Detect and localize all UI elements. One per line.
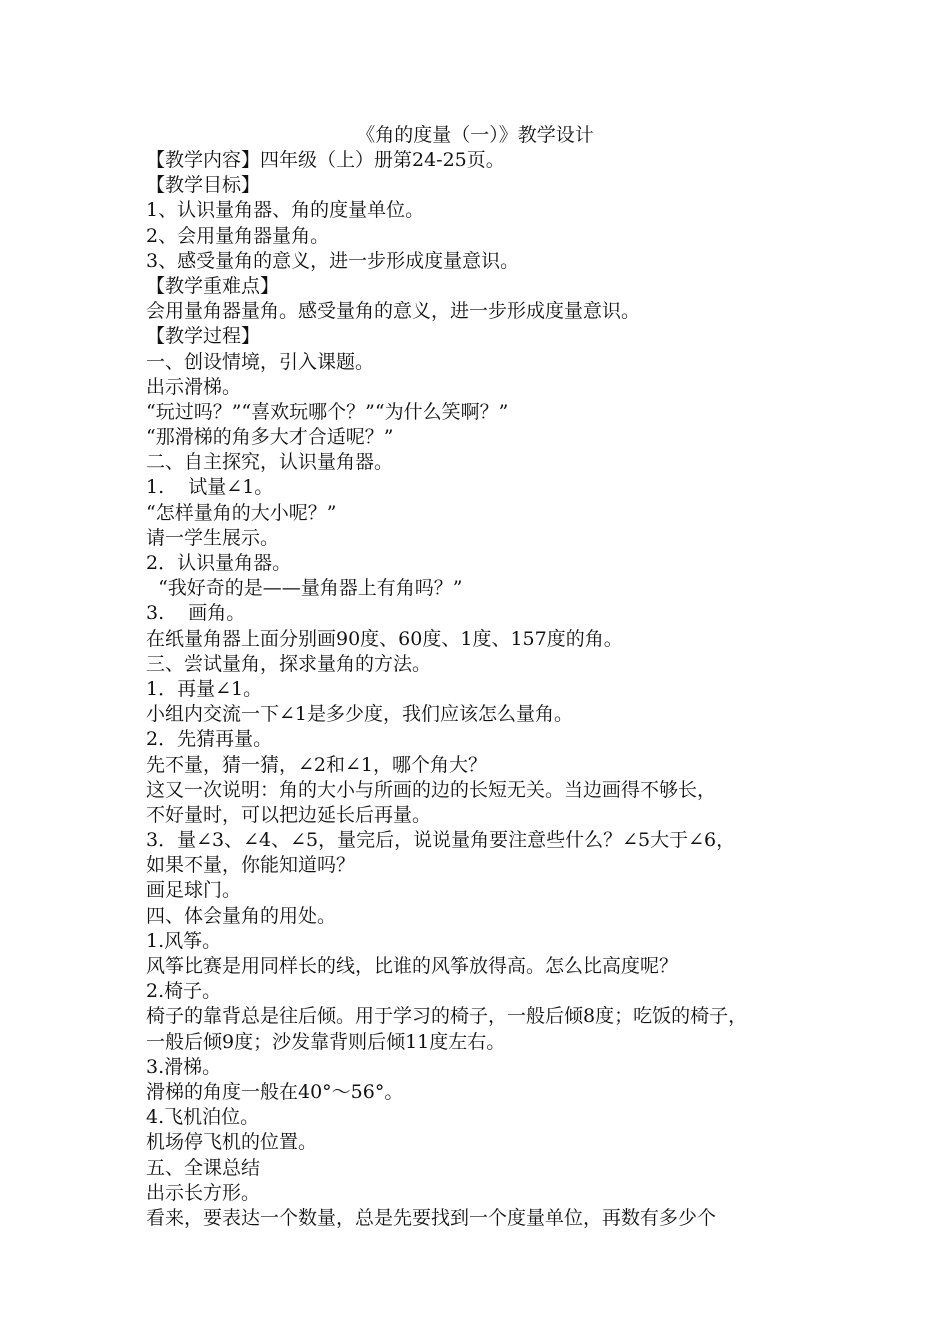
text-line: “我好奇的是——量角器上有角吗？” xyxy=(146,577,463,600)
document-title: 《角的度量（一）》教学设计 xyxy=(356,124,594,146)
text-line: 出示滑梯。 xyxy=(146,375,242,398)
text-line: 三、尝试量角，探求量角的方法。 xyxy=(146,652,432,675)
text-line: 一、创设情境，引入课题。 xyxy=(146,350,375,373)
text-line: 小组内交流一下∠1是多少度，我们应该怎么量角。 xyxy=(146,703,574,726)
text-line: 五、全课总结 xyxy=(146,1156,261,1179)
text-line: 会用量角器量角。感受量角的意义，进一步形成度量意识。 xyxy=(146,300,641,323)
text-line: 先不量，猜一猜，∠2和∠1，哪个角大？ xyxy=(146,753,488,776)
text-line: 【教学目标】 xyxy=(146,174,261,197)
text-line: 1、认识量角器、角的度量单位。 xyxy=(146,199,425,222)
text-line: “玩过吗？”“喜欢玩哪个？”“为什么笑啊？” xyxy=(146,400,509,423)
text-line: 请一学生展示。 xyxy=(146,526,280,549)
text-line: 【教学重难点】 xyxy=(146,274,280,297)
text-line: 如果不量，你能知道吗？ xyxy=(146,854,356,877)
text-line: 1．再量∠1。 xyxy=(146,677,263,700)
text-line: 在纸量角器上面分别画90度、60度、1度、157度的角。 xyxy=(146,627,623,650)
text-line: “怎样量角的大小呢？” xyxy=(146,501,337,524)
text-line: 四、体会量角的用处。 xyxy=(146,904,337,927)
text-line: 椅子的靠背总是往后倾。用于学习的椅子，一般后倾8度；吃饭的椅子， xyxy=(146,1005,748,1028)
text-line: 2．认识量角器。 xyxy=(146,552,292,574)
text-line: 画足球门。 xyxy=(146,879,242,902)
text-line: 滑梯的角度一般在40°～56°。 xyxy=(146,1080,404,1103)
text-line: 【教学内容】四年级（上）册第24-25页。 xyxy=(146,149,505,171)
text-line: “那滑梯的角多大才合适呢？” xyxy=(146,426,394,449)
text-line: 1.风筝。 xyxy=(146,929,222,952)
text-line: 4.飞机泊位。 xyxy=(146,1106,260,1129)
text-line: 3.滑梯。 xyxy=(146,1055,222,1078)
text-line: 机场停飞机的位置。 xyxy=(146,1131,318,1154)
text-line: 2．先猜再量。 xyxy=(146,728,273,751)
text-line: 【教学过程】 xyxy=(146,325,261,348)
text-line: 不好量时，可以把边延长后再量。 xyxy=(146,803,432,826)
text-line: 3．量∠3、∠4、∠5，量完后，说说量角要注意些什么？∠5大于∠6， xyxy=(146,829,736,852)
text-line: 3. 画角。 xyxy=(146,602,246,625)
text-line: 出示长方形。 xyxy=(146,1181,261,1204)
text-line: 二、自主探究，认识量角器。 xyxy=(146,451,394,474)
text-line: 风筝比赛是用同样长的线，比谁的风筝放得高。怎么比高度呢？ xyxy=(146,955,679,977)
text-line: 2、会用量角器量角。 xyxy=(146,224,330,247)
text-line: 1. 试量∠1。 xyxy=(146,476,274,499)
text-line: 这又一次说明：角的大小与所画的边的长短无关。当边画得不够长， xyxy=(146,778,717,801)
text-line: 2.椅子。 xyxy=(146,980,222,1003)
text-line: 一般后倾9度；沙发靠背则后倾11度左右。 xyxy=(146,1030,506,1053)
text-line: 3、感受量角的意义，进一步形成度量意识。 xyxy=(146,249,520,272)
text-line: 看来，要表达一个数量，总是先要找到一个度量单位，再数有多少个 xyxy=(146,1206,717,1229)
document-body xyxy=(146,148,846,1231)
